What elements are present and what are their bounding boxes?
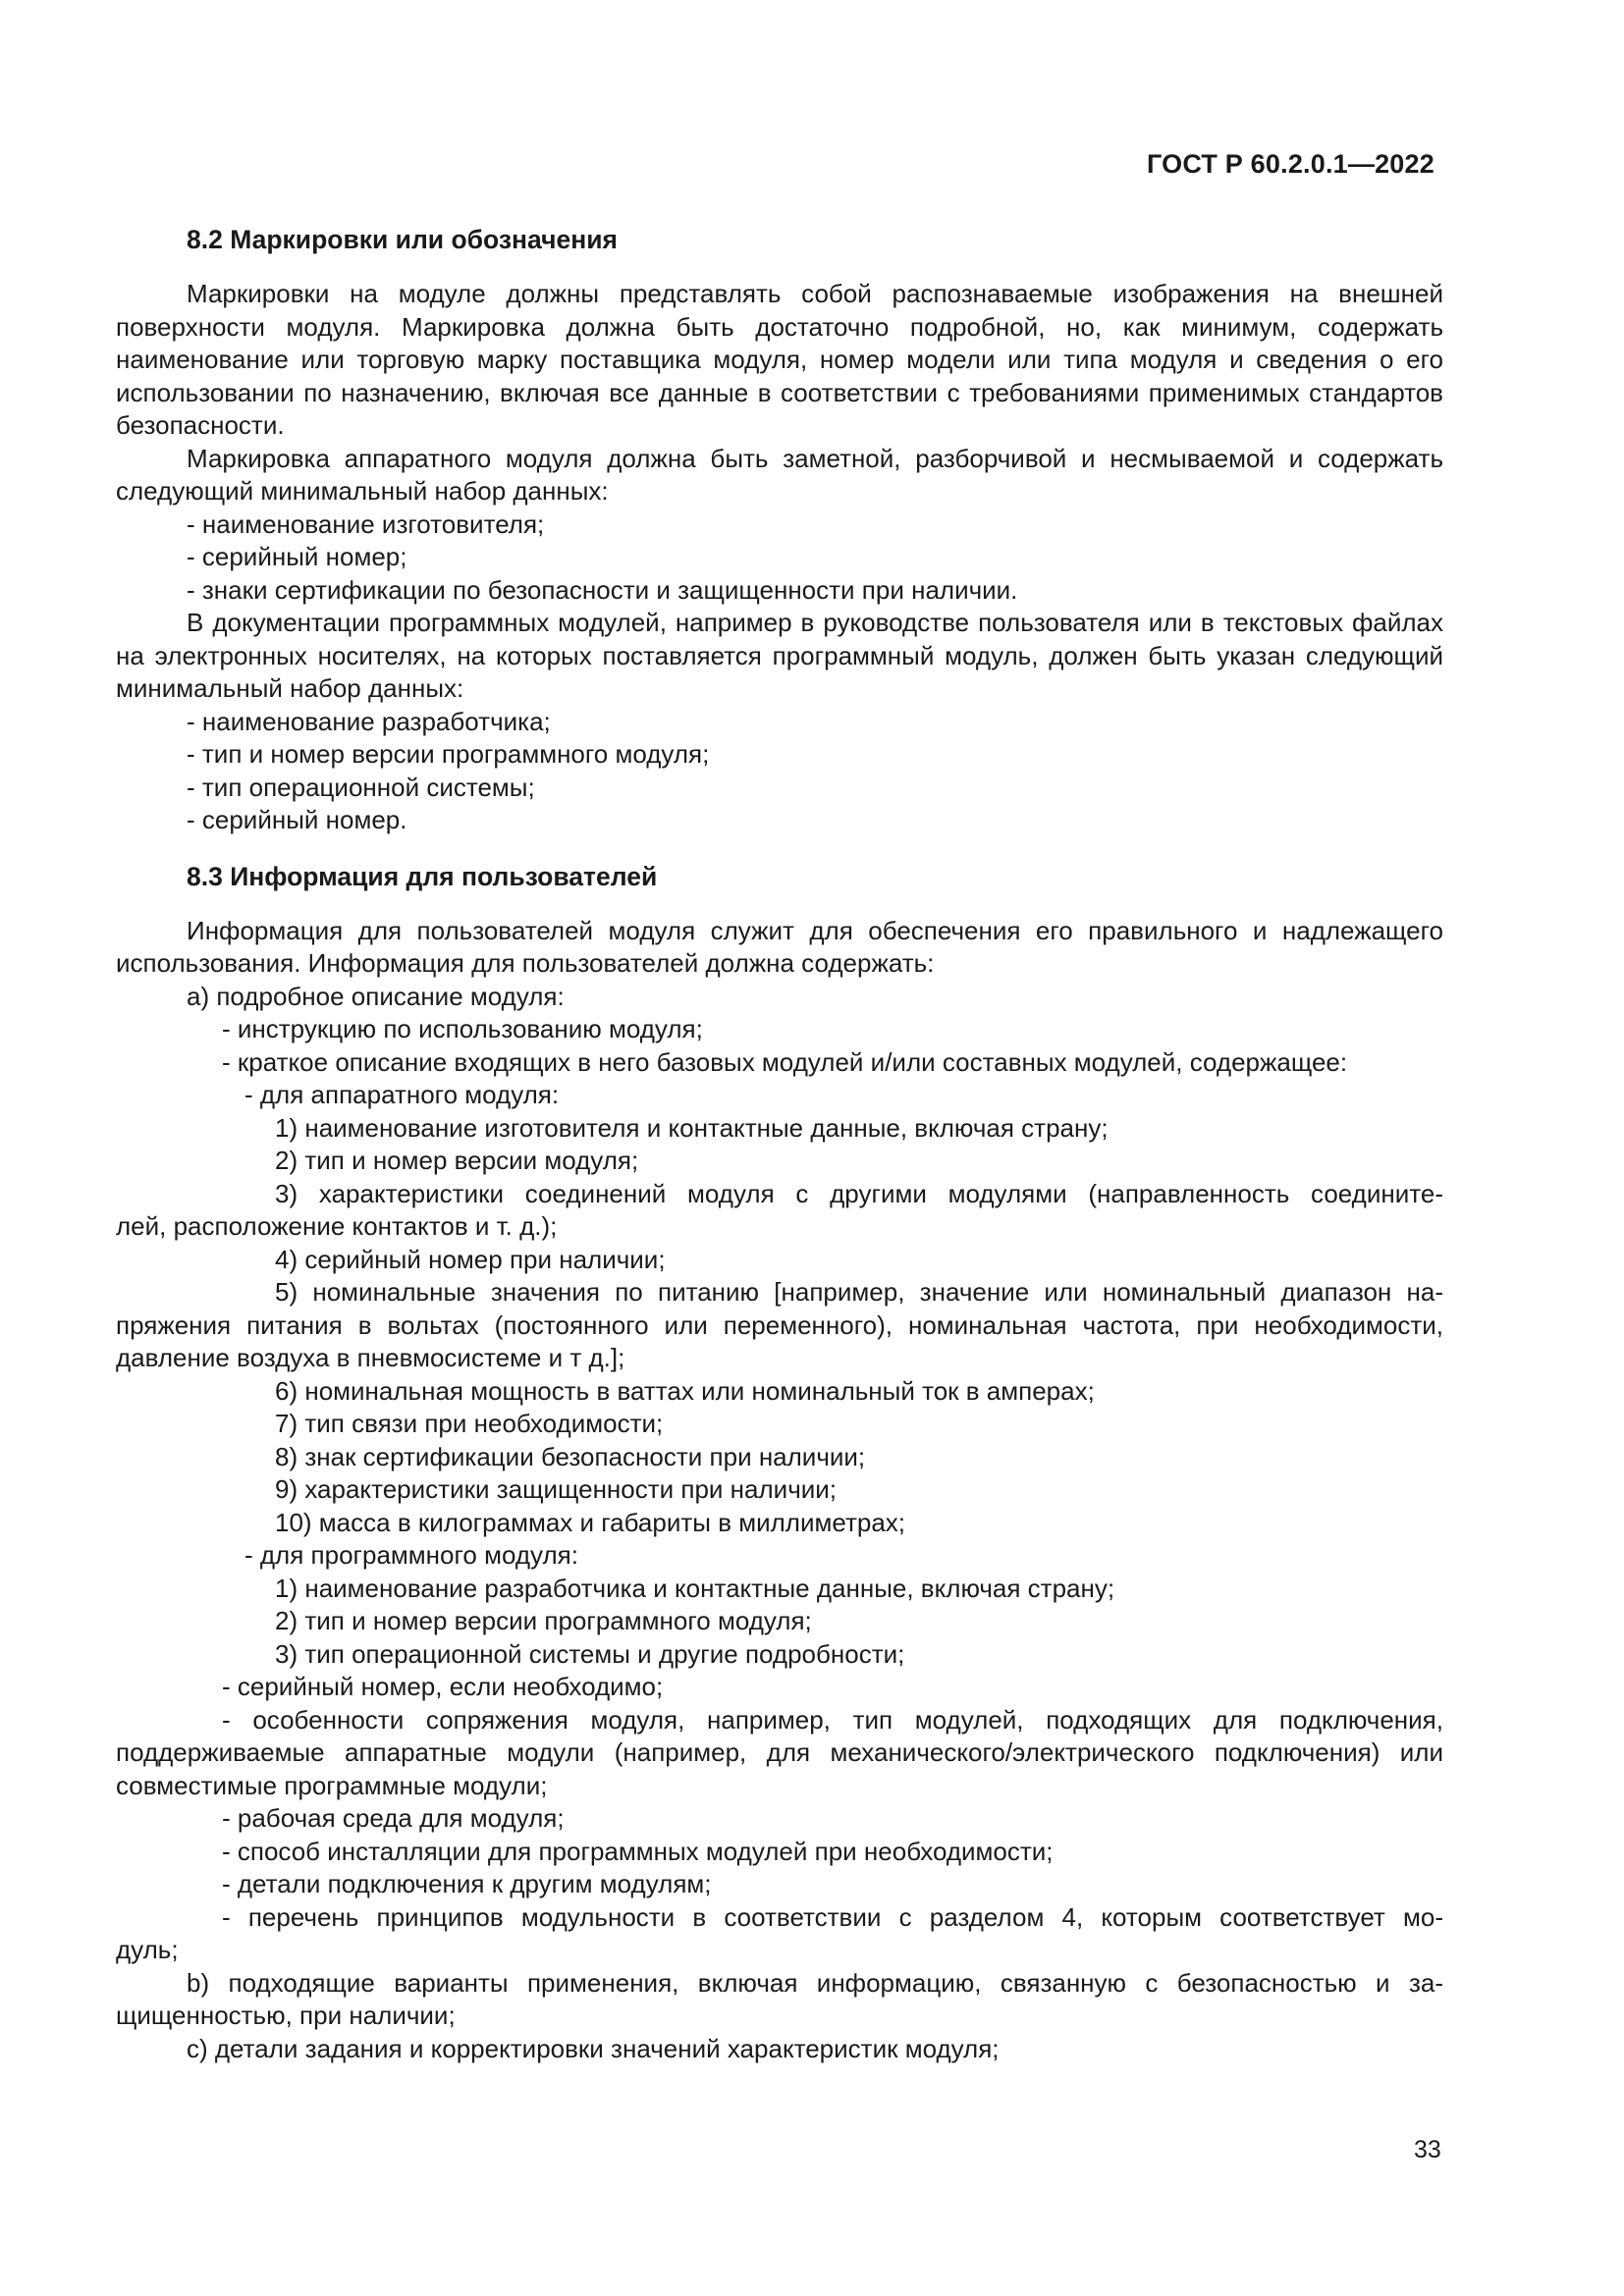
list-item-a-principles — [116, 1901, 1443, 1967]
interface-continuation-1: поддерживаемые аппаратные модули (например, для механического/электрического подключения) или — [116, 1737, 1443, 1767]
list-item-a-brief: - краткое описание входящих в него базовых модулей и/или составных модулей, содержащее: — [222, 1046, 1348, 1077]
document-body — [116, 224, 1443, 2065]
sw-item-3: 3) тип операционной системы и другие подробности; — [275, 1638, 905, 1669]
sw-doc-list-item: - тип операционной системы; — [187, 772, 535, 802]
hw-item-3 — [116, 1178, 1443, 1244]
section-8-2-paragraph-2: Маркировка аппаратного модуля должна быть заметной, разборчивой и несмываемой и содержать следующий минимальный набор данных: — [116, 443, 1443, 506]
principles-continuation: дуль; — [116, 1935, 179, 1964]
hw-marking-list-item: - наименование изготовителя; — [187, 508, 545, 539]
sw-doc-list-item: - наименование разработчика; — [187, 706, 551, 736]
item-b-first-line: b) подходящие варианты применения, включая информацию, связанную с безопасностью и за- — [187, 1967, 1443, 1998]
page-number: 33 — [1414, 2136, 1441, 2163]
hw-item-4: 4) серийный номер при наличии; — [275, 1244, 666, 1274]
interface-continuation-2: совместимые программные модули; — [116, 1770, 548, 1800]
sw-item-1: 1) наименование разработчика и контактные данные, включая страну; — [275, 1573, 1115, 1603]
hw-item-3-continuation: лей, расположение контактов и т. д.); — [116, 1211, 558, 1241]
list-item-c: c) детали задания и корректировки значений характеристик модуля; — [187, 2033, 1000, 2063]
sw-module-label: - для программного модуля: — [244, 1540, 578, 1570]
list-item-a-installation: - способ инсталляции для программных модулей при необходимости; — [222, 1836, 1054, 1866]
list-item-a-serial: - серийный номер, если необходимо; — [222, 1672, 664, 1701]
hw-item-7: 7) тип связи при необходимости; — [275, 1409, 664, 1438]
hw-item-9: 9) характеристики защищенности при наличии; — [275, 1474, 838, 1504]
hw-marking-list-item: - серийный номер; — [187, 542, 407, 571]
document-code-header: ГОСТ Р 60.2.0.1—2022 — [1147, 149, 1435, 179]
hw-marking-list-item: - знаки сертификации по безопасности и защищенности при наличии. — [187, 574, 1018, 605]
hw-item-5 — [116, 1276, 1443, 1375]
list-item-a-environment: - рабочая среда для модуля; — [222, 1803, 565, 1833]
section-8-2-paragraph-1: Маркировки на модуле должны представлять собой распознаваемые изображения на внешней поверхности модуля. Маркировка должна быть достаточно подробной, но, как минимум, содержать наименование или торговую марку поставщика модуля, номер модели или типа модуля и сведения о его использовании по назначению, включая все данные в соответствии с требованиями применимых стандартов безопасности. — [116, 279, 1443, 440]
list-item-a-instruction: - инструкцию по использованию модуля; — [222, 1014, 703, 1043]
section-8-3-paragraph-1: Информация для пользователей модуля служит для обеспечения его правильного и надлежащего использования. Информация для пользователей должна содержать: — [116, 915, 1443, 978]
list-item-a-connection: - детали подключения к другим модулям; — [222, 1869, 712, 1898]
hw-module-label: - для аппаратного модуля: — [244, 1080, 560, 1109]
interface-first-line: - особенности сопряжения модуля, например, тип модулей, подходящих для подключения, — [222, 1704, 1443, 1735]
hw-item-2: 2) тип и номер версии модуля; — [275, 1146, 639, 1175]
list-item-b — [116, 1967, 1443, 2033]
principles-first-line: - перечень принципов модульности в соответствии с разделом 4, которым соответствует мо- — [222, 1901, 1443, 1932]
section-8-3-heading: 8.3 Информация для пользователей — [187, 861, 658, 891]
sw-doc-list-item: - серийный номер. — [187, 805, 407, 834]
item-b-continuation: щищенностью, при наличии; — [116, 2001, 456, 2030]
hw-item-10: 10) масса в килограммах и габариты в миллиметрах; — [275, 1507, 906, 1537]
hw-item-8: 8) знак сертификации безопасности при наличии; — [275, 1441, 866, 1471]
hw-item-5-continuation-1: пряжения питания в вольтах (постоянного или переменного), номинальная частота, при необходимости, — [116, 1309, 1443, 1340]
hw-item-5-continuation-2: давление воздуха в пневмосистеме и т д.]; — [116, 1343, 625, 1372]
sw-item-2: 2) тип и номер версии программного модуля; — [275, 1606, 812, 1635]
sw-doc-list-item: - тип и номер версии программного модуля; — [187, 739, 710, 769]
list-item-a: а) подробное описание модуля: — [187, 981, 565, 1011]
section-8-2-heading: 8.2 Маркировки или обозначения — [187, 225, 618, 254]
section-8-2-paragraph-3: В документации программных модулей, например в руководстве пользователя или в текстовых файлах на электронных носителях, на которых поставляется программный модуль, должен быть указан следующий минимальный набор данных: — [116, 608, 1443, 703]
hw-item-5-first-line: 5) номинальные значения по питанию [например, значение или номинальный диапазон на- — [275, 1277, 1443, 1307]
hw-item-6: 6) номинальная мощность в ваттах или номинальный ток в амперах; — [275, 1375, 1095, 1406]
list-item-a-interface — [116, 1704, 1443, 1803]
hw-item-1: 1) наименование изготовителя и контактные данные, включая страну; — [275, 1112, 1109, 1143]
hw-item-3-first-line: 3) характеристики соединений модуля с другими модулями (направленность соедините- — [275, 1178, 1443, 1208]
